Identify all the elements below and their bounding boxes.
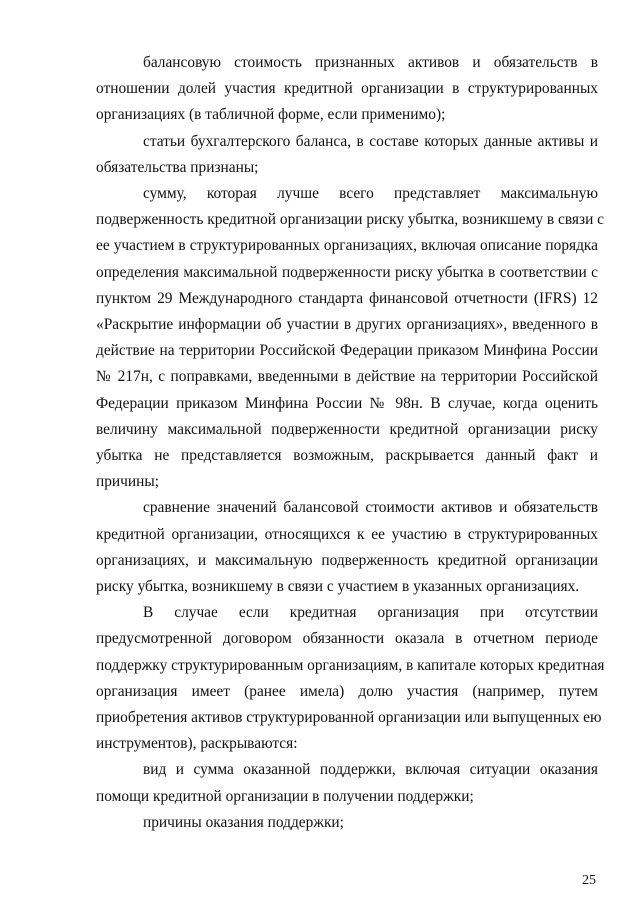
text-line: обязательства признаны;: [96, 158, 259, 176]
text-line: инструментов), раскрываются:: [96, 735, 298, 753]
text-line: действие на территории Российской Федерации приказом Минфина России: [96, 342, 598, 360]
text-line: убытка не представляется возможным, раскрывается данный факт и: [96, 447, 598, 465]
text-line: отношении долей участия кредитной организации в структурированных: [96, 80, 598, 98]
text-line: приобретения активов структурированной организации или выпущенных ею: [96, 709, 602, 727]
text-line: пунктом 29 Международного стандарта финансовой отчетности (IFRS) 12: [96, 289, 598, 307]
text-line: поддержку структурированным организациям, в капитале которых кредитная: [96, 656, 605, 674]
text-line: организациях, и максимальную подверженность кредитной организации: [96, 551, 598, 569]
text-line: причины;: [96, 473, 159, 491]
text-line: предусмотренной договором обязанности оказала в отчетном периоде: [96, 630, 598, 648]
text-line: риску убытка, возникшему в связи с участием в указанных организациях.: [96, 578, 580, 596]
text-line: В случае если кредитная организация при отсутствии: [143, 604, 598, 622]
text-line: подверженность кредитной организации риску убытка, возникшему в связи с: [96, 211, 605, 229]
text-line: статьи бухгалтерского баланса, в составе которых данные активы и: [143, 132, 598, 150]
text-line: «Раскрытие информации об участии в других организациях», введенного в: [96, 316, 598, 334]
text-line: Федерации приказом Минфина России № 98н. В случае, когда оценить: [96, 394, 598, 412]
text-line: вид и сумма оказанной поддержки, включая ситуации оказания: [143, 761, 598, 779]
text-line: величину максимальной подверженности кредитной организации риску: [96, 420, 598, 438]
document-body: [96, 50, 605, 836]
text-line: ее участием в структурированных организациях, включая описание порядка: [96, 237, 598, 255]
page-number: 25: [582, 873, 596, 888]
text-line: причины оказания поддержки;: [143, 813, 344, 831]
text-line: № 217н, с поправками, введенными в действие на территории Российской: [96, 368, 598, 386]
text-line: организациях (в табличной форме, если применимо);: [96, 106, 446, 124]
text-line: определения максимальной подверженности риску убытка в соответствии с: [96, 263, 598, 281]
text-line: балансовую стоимость признанных активов и обязательств в: [143, 54, 598, 71]
text-line: сумму, которая лучше всего представляет максимальную: [143, 185, 598, 203]
text-line: сравнение значений балансовой стоимости активов и обязательств: [143, 499, 598, 517]
text-line: кредитной организации, относящихся к ее участию в структурированных: [96, 525, 598, 543]
text-line: организация имеет (ранее имела) долю участия (например, путем: [96, 682, 598, 700]
text-line: помощи кредитной организации в получении поддержки;: [96, 787, 474, 805]
